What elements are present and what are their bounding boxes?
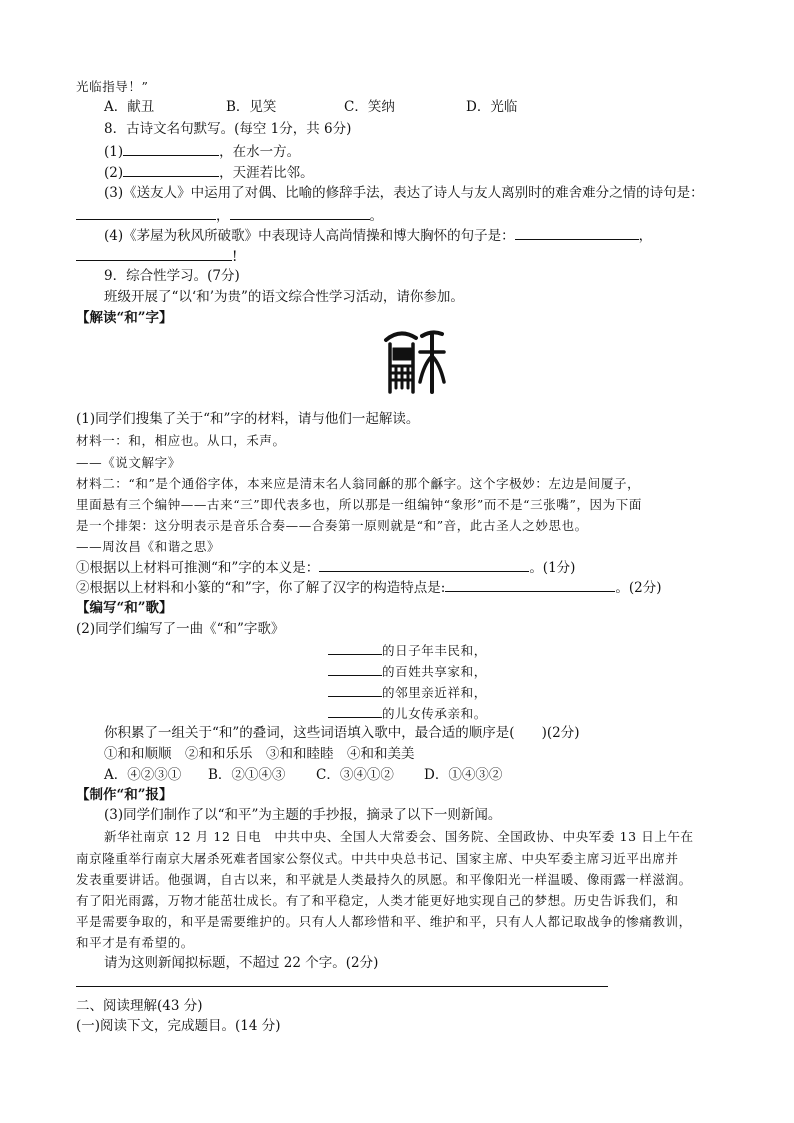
song-blank-4[interactable]: [328, 704, 382, 718]
q8-part4-comma: ，: [638, 228, 653, 244]
material-2-source: ——周汝昌《和谐之思》: [76, 539, 221, 554]
q8-blank-2[interactable]: [123, 163, 219, 177]
q9-sub1-item1: [76, 558, 575, 577]
song-line-1: [328, 641, 487, 660]
q9-title: 9．综合性学习。(7分): [104, 268, 240, 284]
q9-intro: 班级开展了“以‘和’为贵”的语文综合性学习活动，请你参加。: [104, 289, 464, 305]
section-heading-interpret: 【解读“和”字】: [76, 310, 173, 326]
q8-part4: [104, 226, 652, 245]
q9-sub3-question: (3)同学们制作了以“和平”为主题的手抄报，摘录了以下一则新闻。: [104, 807, 502, 823]
song-line-4-text: 的儿女传承亲和。: [382, 706, 487, 721]
part2-title: 二、阅读理解(43 分): [76, 998, 203, 1014]
news-line-4: 有了阳光雨露，万物才能茁壮成长。有了和平稳定，人类才能更好地实现自己的梦想。历史告诉我们，和: [76, 893, 679, 908]
choice-b[interactable]: B．②①④③: [208, 767, 286, 783]
song-line-3: [328, 683, 487, 702]
q8-part1-label: (1): [104, 144, 124, 160]
q8-part4-end: !: [232, 249, 238, 265]
material-2-line-1: 材料二：“和”是个通俗字体，本来应是清末名人翁同龢的那个龢字。这个字极妙：左边是间厦子，: [76, 476, 641, 491]
q8-part3-comma: ，: [216, 208, 230, 224]
q9-word-list: ①和和顺顺 ②和和乐乐 ③和和睦睦 ④和和美美: [104, 746, 415, 762]
q7-continuation: 光临指导！”: [76, 79, 149, 94]
song-line-2-text: 的百姓共享家和，: [382, 664, 487, 679]
section-heading-newspaper: 【制作“和”报】: [76, 787, 173, 803]
song-blank-2[interactable]: [328, 662, 382, 676]
q8-blank-4b[interactable]: [76, 247, 232, 261]
q9-sub2-prompt: 你积累了一组关于“和”的叠词，这些词语填入歌中，最合适的顺序是( )(2分): [104, 725, 580, 741]
material-2-line-3: 是一个排架：这分明表示是音乐合奏——合奏第一原则就是“和”音，此古圣人之妙思也。: [76, 518, 588, 533]
section-heading-song: 【编写“和”歌】: [76, 600, 173, 616]
q9-blank-structure[interactable]: [445, 578, 615, 592]
material-2-line-2: 里面悬有三个编钟——古来“三”即代表多也，所以那是一组编钟“象形”而不是“三张嘴”，因为下面: [76, 497, 642, 512]
q8-blank-1[interactable]: [123, 142, 219, 156]
q9-blank-meaning[interactable]: [319, 558, 529, 572]
choice-d[interactable]: D．①④③②: [424, 767, 503, 783]
q9-sub1-item2-text: ②根据以上材料和小篆的“和”字，你了解了汉字的构造特点是:: [76, 580, 446, 596]
q7-option-c[interactable]: C．笑纳: [344, 99, 395, 115]
q8-blank-3a[interactable]: [76, 206, 216, 220]
news-line-1: 新华社南京 12 月 12 日电 中共中央、全国人大常委会、国务院、全国政协、中央军委 13 日上午在: [104, 829, 694, 844]
q7-options: [104, 98, 517, 116]
q8-part1-text: ，在水一方。: [219, 144, 301, 160]
q8-part3-answer: [76, 206, 383, 225]
q8-part3-period: 。: [369, 208, 383, 224]
song-blank-1[interactable]: [328, 641, 382, 655]
q9-sub2-choices: [104, 766, 502, 784]
q9-sub1-item1-text: ①根据以上材料可推测“和”字的本义是：: [76, 560, 320, 576]
q7-option-a[interactable]: A．献丑: [104, 99, 155, 115]
q9-sub1-item1-score: 。(1分): [529, 560, 576, 576]
q8-part2-text: ，天涯若比邻。: [219, 165, 314, 181]
material-1-source: ——《说文解字》: [76, 455, 181, 470]
q7-option-b[interactable]: B．见笑: [226, 99, 277, 115]
headline-answer-line[interactable]: [76, 986, 608, 987]
q8-title: 8．古诗文名句默写。(每空 1分，共 6分): [104, 121, 352, 137]
q8-part2-label: (2): [104, 165, 124, 181]
song-line-4: [328, 704, 487, 723]
q8-part2: [104, 163, 314, 182]
q9-sub1-item2: [76, 578, 661, 597]
news-line-3: 发表重要讲话。他强调，自古以来，和平就是人类最持久的夙愿。和平像阳光一样温暖、像雨露一样滋润。: [76, 872, 692, 887]
q9-sub1-item2-score: 。(2分): [615, 580, 662, 596]
news-line-5: 平是需要争取的，和平是需要维护的。只有人人都珍惜和平、维护和平，只有人人都记取战争的惨痛教训，: [76, 914, 692, 929]
song-line-1-text: 的日子年丰民和，: [382, 643, 487, 658]
material-1: 材料一：和，相应也。从口，禾声。: [76, 433, 286, 448]
song-line-3-text: 的邻里亲近祥和，: [382, 685, 487, 700]
q7-option-d[interactable]: D．光临: [466, 99, 518, 115]
song-blank-3[interactable]: [328, 683, 382, 697]
choice-c[interactable]: C．③④①②: [316, 767, 394, 783]
song-line-2: [328, 662, 487, 681]
q8-blank-4a[interactable]: [515, 226, 639, 240]
part2-subtitle: (一)阅读下文，完成题目。(14 分): [76, 1018, 281, 1034]
q8-part4-text: (4)《茅屋为秋风所破歌》中表现诗人高尚情操和博大胸怀的句子是：: [104, 228, 515, 244]
q8-part1: [104, 142, 300, 161]
q9-sub3-task: 请为这则新闻拟标题，不超过 22 个字。(2分): [104, 955, 379, 971]
q8-part3: (3)《送友人》中运用了对偶、比喻的修辞手法，表达了诗人与友人离别时的难舍难分之情的诗句是：: [104, 185, 704, 201]
news-line-2: 南京隆重举行南京大屠杀死难者国家公祭仪式。中共中央总书记、国家主席、中央军委主席习近平出席并: [76, 851, 679, 866]
q8-blank-3b[interactable]: [230, 206, 370, 220]
news-line-6: 和平才是有希望的。: [76, 935, 194, 950]
choice-a[interactable]: A．④②③①: [104, 767, 182, 783]
q9-sub2-question: (2)同学们编写了一曲《“和”字歌》: [76, 621, 285, 637]
seal-script-he-image: [382, 326, 448, 396]
q9-sub1-question: (1)同学们搜集了关于“和”字的材料，请与他们一起解读。: [76, 411, 420, 427]
q8-part4-answer: [76, 247, 237, 266]
